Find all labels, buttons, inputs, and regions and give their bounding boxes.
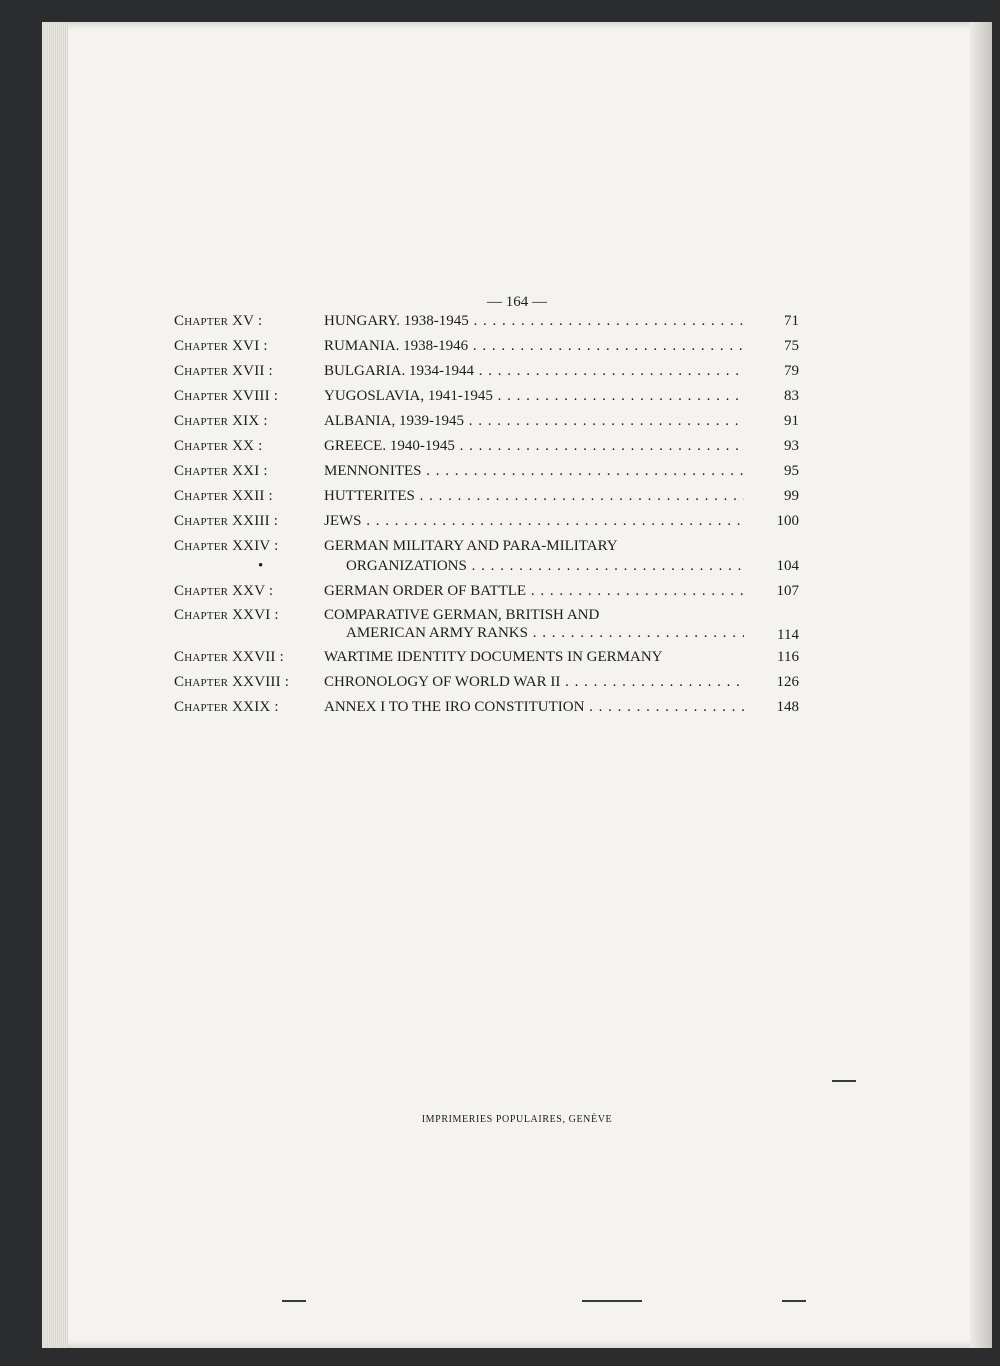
chapter-title-continued: ORGANIZATIONS . . . (346, 557, 744, 575)
page-ref: 114 (777, 627, 799, 643)
chapter-label: Chapter XXIII : (174, 513, 279, 529)
chapter-title: GREECE. 1940-1945 . . . (324, 437, 744, 455)
chapter-title: ALBANIA, 1939-1945 . . . (324, 412, 744, 430)
chapter-title: ANNEX I TO THE IRO CONSTITUTION . . . (324, 698, 744, 716)
page-ref: 116 (777, 649, 799, 665)
chapter-title-continued: AMERICAN ARMY RANKS . . . (346, 624, 744, 642)
chapter-label: Chapter XXIX : (174, 699, 279, 715)
chapter-title: BULGARIA. 1934-1944 . . . (324, 362, 744, 380)
margin-mark (582, 1300, 642, 1302)
toc-entry (174, 537, 799, 581)
chapter-title: GERMAN MILITARY AND PARA-MILITARY (324, 538, 618, 554)
page-ref: 100 (776, 513, 799, 529)
page-ref: 99 (784, 488, 799, 504)
page-ref: 107 (776, 583, 799, 599)
chapter-label: Chapter XVI : (174, 338, 268, 354)
chapter-title: MENNONITES . . . (324, 462, 744, 480)
book-spine-edge (42, 22, 68, 1348)
bullet-mark: • (258, 558, 264, 574)
chapter-title: COMPARATIVE GERMAN, BRITISH AND (324, 607, 600, 623)
margin-mark (282, 1300, 306, 1302)
chapter-label: Chapter XXVI : (174, 607, 279, 623)
page-ref: 71 (784, 313, 799, 329)
chapter-title: CHRONOLOGY OF WORLD WAR II . . . (324, 673, 744, 691)
page-number: — 164 — (487, 294, 547, 310)
chapter-title: HUNGARY. 1938-1945 . . . (324, 312, 744, 330)
chapter-label: Chapter XXI : (174, 463, 268, 479)
margin-mark (782, 1300, 806, 1302)
chapter-label: Chapter XXVII : (174, 649, 284, 665)
chapter-label: Chapter XXV : (174, 583, 274, 599)
chapter-title: GERMAN ORDER OF BATTLE . . . (324, 582, 744, 600)
chapter-title: WARTIME IDENTITY DOCUMENTS IN GERMANY (324, 649, 663, 665)
chapter-title: HUTTERITES . . . (324, 487, 744, 505)
page-ref: 95 (784, 463, 799, 479)
chapter-label: Chapter XX : (174, 438, 263, 454)
chapter-label: Chapter XIX : (174, 413, 268, 429)
chapter-title: JEWS . . . (324, 512, 744, 530)
chapter-label: Chapter XXII : (174, 488, 273, 504)
page-ref: 93 (784, 438, 799, 454)
page-ref: 91 (784, 413, 799, 429)
toc-entry (174, 606, 799, 650)
chapter-label: Chapter XXVIII : (174, 674, 290, 690)
page-ref: 79 (784, 363, 799, 379)
page-ref: 148 (776, 699, 799, 715)
page-ref: 126 (776, 674, 799, 690)
chapter-label: Chapter XVII : (174, 363, 273, 379)
chapter-label: Chapter XV : (174, 313, 263, 329)
chapter-label: Chapter XVIII : (174, 388, 279, 404)
chapter-label: Chapter XXIV : (174, 538, 279, 554)
page-ref: 104 (776, 558, 799, 574)
page-fold-shadow (970, 22, 992, 1348)
document-page (42, 22, 992, 1348)
chapter-title: YUGOSLAVIA, 1941-1945 . . . (324, 387, 744, 405)
chapter-title: RUMANIA. 1938-1946 . . . (324, 337, 744, 355)
page-ref: 83 (784, 388, 799, 404)
margin-mark (832, 1080, 856, 1082)
page-ref: 75 (784, 338, 799, 354)
printer-imprint: IMPRIMERIES POPULAIRES, GENÈVE (421, 1114, 613, 1125)
